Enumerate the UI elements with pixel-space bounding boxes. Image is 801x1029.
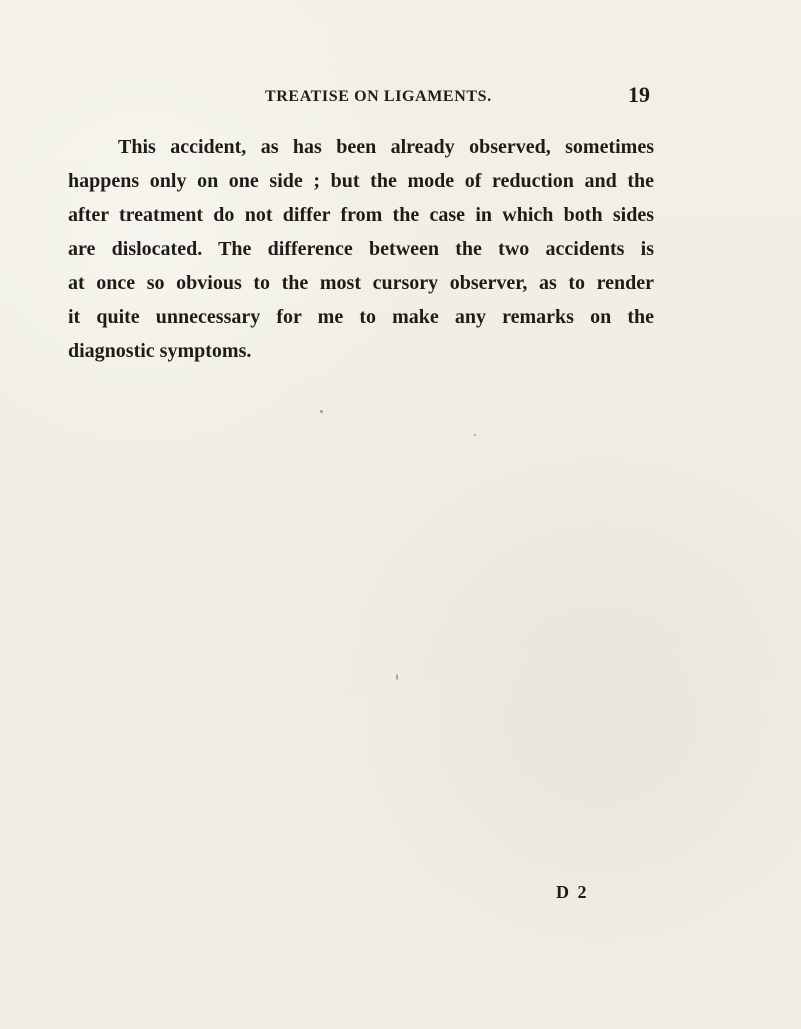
paragraph-line-1: This accident, as has been already observed, sometimes [118, 136, 654, 158]
paragraph-line-3: after treatment do not differ from the case in which both sides [68, 204, 654, 226]
paragraph-line-2: happens only on one side ; but the mode of reduction and the [68, 170, 654, 192]
paragraph-line-5: at once so obvious to the most cursory observer, as to render [68, 272, 654, 294]
paragraph-line-7: diagnostic symptoms. [68, 340, 252, 362]
paper-speck [474, 434, 476, 436]
signature-mark: D 2 [556, 882, 589, 902]
paragraph [68, 130, 654, 368]
paper-speck [396, 674, 398, 680]
paragraph-line-6: it quite unnecessary for me to make any remarks on the [68, 306, 654, 328]
paragraph-line-4: are dislocated. The difference between the two accidents is [68, 238, 654, 260]
paper-speck [320, 410, 323, 413]
page-number: 19 [628, 82, 650, 107]
running-head: TREATISE ON LIGAMENTS. [265, 88, 492, 105]
